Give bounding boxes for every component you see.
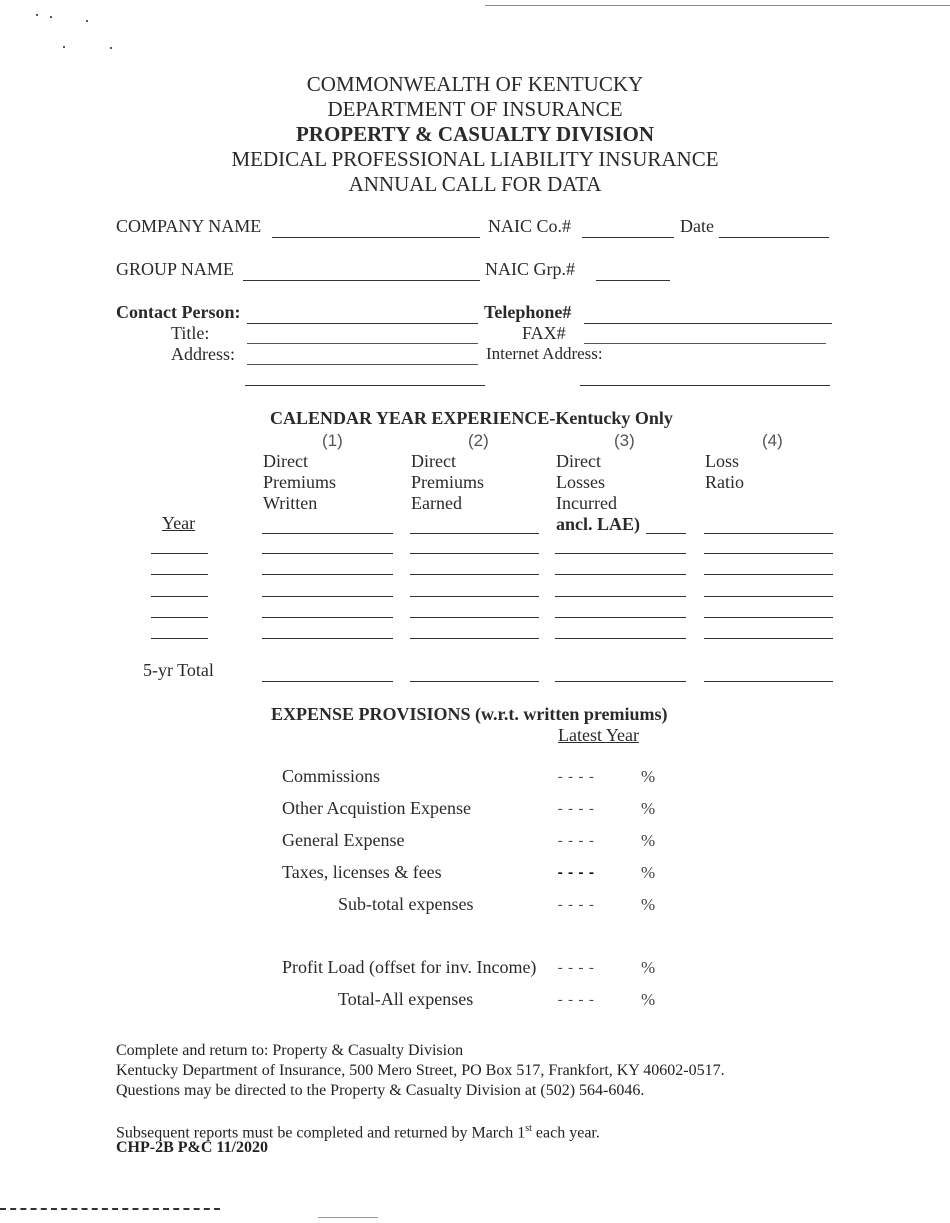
form-id: CHP-2B P&C 11/2020 xyxy=(116,1139,268,1156)
scan-speck xyxy=(36,14,38,16)
row-3-year-field[interactable] xyxy=(151,596,208,597)
col-1-header-line: Written xyxy=(263,493,318,513)
percent-sign: % xyxy=(641,767,656,786)
contact-person-field[interactable] xyxy=(247,323,478,324)
col-2-header-line: Earned xyxy=(411,493,462,513)
row-1-col-1-field[interactable] xyxy=(262,553,393,554)
company-name-field[interactable] xyxy=(272,237,480,238)
row-3-col-4-field[interactable] xyxy=(704,596,833,597)
telephone-field[interactable] xyxy=(584,323,832,324)
contact-person-label: Contact Person: xyxy=(116,302,241,322)
row-5-year-field[interactable] xyxy=(151,638,208,639)
experience-title: CALENDAR YEAR EXPERIENCE-Kentucky Only xyxy=(270,408,673,428)
total-col-3-field[interactable] xyxy=(555,681,686,682)
five-year-total-label: 5-yr Total xyxy=(143,660,214,680)
address-field-line-1[interactable] xyxy=(247,364,478,365)
row-3-col-1-field[interactable] xyxy=(262,596,393,597)
expense-row-value-field[interactable]: ---- xyxy=(556,898,598,914)
col-1-number: (1) xyxy=(322,431,343,450)
address-field-line-2[interactable] xyxy=(245,385,485,386)
title-label: Title: xyxy=(171,323,210,343)
expense-row-value-field[interactable]: ---- xyxy=(556,993,598,1009)
header-line-5: ANNUAL CALL FOR DATA xyxy=(348,172,602,196)
percent-sign: % xyxy=(641,990,656,1009)
footer-deadline-text: Subsequent reports must be completed and returned by March 1 xyxy=(116,1124,526,1142)
group-name-label: GROUP NAME xyxy=(116,259,234,279)
row-2-col-4-field[interactable] xyxy=(704,574,833,575)
row-3-col-2-field[interactable] xyxy=(410,596,539,597)
naic-co-label: NAIC Co.# xyxy=(488,216,572,236)
footer-address: Kentucky Department of Insurance, 500 Mero Street, PO Box 517, Frankfort, KY 40602-0517. xyxy=(116,1062,725,1079)
col-4-header xyxy=(705,451,744,493)
scan-speck xyxy=(63,46,65,48)
row-2-col-2-field[interactable] xyxy=(410,574,539,575)
col-3-header xyxy=(556,451,640,535)
row-4-col-3-field[interactable] xyxy=(555,617,686,618)
expense-row-label: Sub-total expenses xyxy=(338,894,474,914)
expense-row-value-field[interactable]: ---- xyxy=(556,834,598,850)
scan-edge-line xyxy=(318,1217,378,1218)
telephone-label: Telephone# xyxy=(484,302,572,322)
latest-year-label: Latest Year xyxy=(558,725,639,745)
expense-row-label: Commissions xyxy=(282,766,381,786)
col-1-header-line: Direct xyxy=(263,451,308,471)
col-3-header-line: Losses xyxy=(556,472,605,492)
percent-sign: % xyxy=(641,831,656,850)
bottom-dashed-rule xyxy=(0,1208,220,1210)
expense-title: EXPENSE PROVISIONS (w.r.t. written premiums) xyxy=(271,704,668,724)
row-5-col-4-field[interactable] xyxy=(704,638,833,639)
col-2-number: (2) xyxy=(468,431,489,450)
percent-sign: % xyxy=(641,799,656,818)
scan-speck xyxy=(50,16,52,18)
scan-speck xyxy=(110,47,112,49)
internet-address-field[interactable] xyxy=(580,385,830,386)
fax-field[interactable] xyxy=(584,343,826,344)
header-line-4: MEDICAL PROFESSIONAL LIABILITY INSURANCE xyxy=(231,147,719,171)
row-4-year-field[interactable] xyxy=(151,617,208,618)
total-col-4-field[interactable] xyxy=(704,681,833,682)
row-3-col-3-field[interactable] xyxy=(555,596,686,597)
row-1-col-2-field[interactable] xyxy=(410,553,539,554)
col-3-header-line: Direct xyxy=(556,451,601,471)
col-4-number: (4) xyxy=(762,431,783,450)
address-label: Address: xyxy=(171,344,235,364)
total-col-1-field[interactable] xyxy=(262,681,393,682)
expense-row-label: Other Acquistion Expense xyxy=(282,798,471,818)
title-field[interactable] xyxy=(247,343,478,344)
naic-grp-field[interactable] xyxy=(596,280,670,281)
col-1-header xyxy=(263,451,336,514)
expense-row-label: Profit Load (offset for inv. Income) xyxy=(282,957,537,977)
header-line-1: COMMONWEALTH OF KENTUCKY xyxy=(306,72,644,96)
row-1-year-field[interactable] xyxy=(151,553,208,554)
col-3-header-line: Incurred xyxy=(556,493,617,513)
col-2-header-line: Premiums xyxy=(411,472,485,492)
group-name-field[interactable] xyxy=(243,280,480,281)
expense-row-value-field[interactable]: ---- xyxy=(556,802,598,818)
col-2-header xyxy=(411,451,484,514)
row-5-col-3-field[interactable] xyxy=(555,638,686,639)
internet-address-label: Internet Address: xyxy=(486,344,603,363)
footer-questions: Questions may be directed to the Property & Casualty Division at (502) 564-6046. xyxy=(116,1082,645,1099)
row-1-col-3-field[interactable] xyxy=(555,553,686,554)
expense-row-label: Total-All expenses xyxy=(338,989,474,1009)
date-field[interactable] xyxy=(719,237,829,238)
expense-row-value-field[interactable]: ---- xyxy=(556,770,598,786)
col-4-header-line: Ratio xyxy=(705,472,744,492)
row-4-col-2-field[interactable] xyxy=(410,617,539,618)
header-line-2: DEPARTMENT OF INSURANCE xyxy=(327,97,623,121)
col-2-header-rule xyxy=(410,533,539,534)
col-3-header-line: ancl. LAE) xyxy=(556,514,641,534)
col-3-header-rule xyxy=(646,533,686,534)
col-4-header-line: Loss xyxy=(705,451,740,471)
col-1-header-line: Premiums xyxy=(263,472,337,492)
footer-deadline-sup: st xyxy=(525,1123,532,1134)
naic-co-field[interactable] xyxy=(582,237,674,238)
col-3-number: (3) xyxy=(614,431,635,450)
expense-row-value-field[interactable]: ---- xyxy=(556,961,598,977)
footer-deadline-text-end: each year. xyxy=(531,1124,600,1142)
row-4-col-1-field[interactable] xyxy=(262,617,393,618)
footer-return-to: Complete and return to: Property & Casualty Division xyxy=(116,1042,464,1059)
company-name-label: COMPANY NAME xyxy=(116,216,262,236)
naic-grp-label: NAIC Grp.# xyxy=(485,259,575,279)
col-1-header-rule xyxy=(262,533,393,534)
expense-row-label: General Expense xyxy=(282,830,405,850)
row-5-col-1-field[interactable] xyxy=(262,638,393,639)
row-2-col-1-field[interactable] xyxy=(262,574,393,575)
scan-edge-line xyxy=(485,5,950,6)
row-1-col-4-field[interactable] xyxy=(704,553,833,554)
total-col-2-field[interactable] xyxy=(410,681,539,682)
row-5-col-2-field[interactable] xyxy=(410,638,539,639)
year-label: Year xyxy=(162,513,196,533)
header-line-3: PROPERTY & CASUALTY DIVISION xyxy=(295,122,655,146)
expense-row-value-field[interactable]: ---- xyxy=(556,866,598,882)
percent-sign: % xyxy=(641,958,656,977)
row-4-col-4-field[interactable] xyxy=(704,617,833,618)
col-4-header-rule xyxy=(704,533,833,534)
fax-label: FAX# xyxy=(522,323,566,343)
percent-sign: % xyxy=(641,863,656,882)
scan-speck xyxy=(86,20,88,22)
expense-row-label: Taxes, licenses & fees xyxy=(282,862,442,882)
date-label: Date xyxy=(680,216,714,236)
row-2-col-3-field[interactable] xyxy=(555,574,686,575)
col-2-header-line: Direct xyxy=(411,451,456,471)
percent-sign: % xyxy=(641,895,656,914)
row-2-year-field[interactable] xyxy=(151,574,208,575)
